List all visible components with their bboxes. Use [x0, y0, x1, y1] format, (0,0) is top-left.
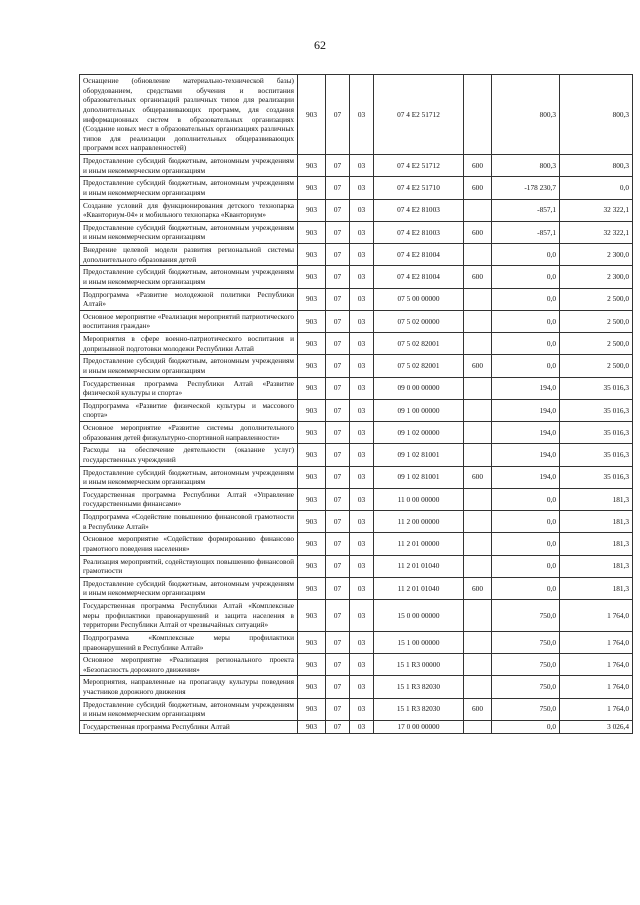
expense-type-cell: 600 [464, 466, 492, 488]
table-row [80, 199, 633, 221]
expense-type-cell: 600 [464, 577, 492, 599]
amount-total-cell: 800,3 [560, 75, 633, 155]
target-article-cell: 09 1 02 00000 [374, 422, 464, 444]
table-row [80, 244, 633, 266]
expense-type-cell [464, 488, 492, 510]
table-row [80, 422, 633, 444]
table-row [80, 511, 633, 533]
amount-total-cell: 2 300,0 [560, 244, 633, 266]
expense-type-cell [464, 720, 492, 733]
amount-total-cell: 1 764,0 [560, 631, 633, 653]
section-code-cell: 07 [326, 600, 350, 632]
amount-total-cell: 35 016,3 [560, 399, 633, 421]
amount-total-cell: 1 764,0 [560, 698, 633, 720]
amount-change-cell: 0,0 [492, 511, 560, 533]
item-name-cell: Основное мероприятие «Реализация регионального проекта «Безопасность дорожного движения» [80, 654, 298, 676]
target-article-cell: 17 0 00 00000 [374, 720, 464, 733]
amount-total-cell: 2 500,0 [560, 288, 633, 310]
target-article-cell: 09 0 00 00000 [374, 377, 464, 399]
expense-type-cell: 600 [464, 177, 492, 199]
item-name-cell: Подпрограмма «Развитие молодежной политики Республики Алтай» [80, 288, 298, 310]
subsection-code-cell: 03 [350, 288, 374, 310]
expense-type-cell [464, 333, 492, 355]
table-row [80, 676, 633, 698]
subsection-code-cell: 03 [350, 533, 374, 555]
table-row [80, 533, 633, 555]
amount-total-cell: 181,3 [560, 511, 633, 533]
target-article-cell: 07 4 E2 81004 [374, 266, 464, 288]
grbs-code-cell: 903 [298, 221, 326, 243]
item-name-cell: Предоставление субсидий бюджетным, автономным учреждениям и иным некоммерческим организациям [80, 466, 298, 488]
amount-change-cell: 0,0 [492, 310, 560, 332]
section-code-cell: 07 [326, 555, 350, 577]
section-code-cell: 07 [326, 533, 350, 555]
amount-change-cell: 194,0 [492, 444, 560, 466]
grbs-code-cell: 903 [298, 511, 326, 533]
table-row [80, 698, 633, 720]
subsection-code-cell: 03 [350, 266, 374, 288]
amount-total-cell: 35 016,3 [560, 466, 633, 488]
expense-type-cell [464, 422, 492, 444]
amount-total-cell: 35 016,3 [560, 422, 633, 444]
grbs-code-cell: 903 [298, 444, 326, 466]
amount-change-cell: 0,0 [492, 720, 560, 733]
amount-change-cell: 750,0 [492, 631, 560, 653]
amount-change-cell: 0,0 [492, 266, 560, 288]
amount-change-cell: 750,0 [492, 676, 560, 698]
target-article-cell: 07 4 E2 51710 [374, 177, 464, 199]
grbs-code-cell: 903 [298, 355, 326, 377]
table-row [80, 631, 633, 653]
expense-type-cell [464, 399, 492, 421]
subsection-code-cell: 03 [350, 355, 374, 377]
amount-change-cell: -857,1 [492, 221, 560, 243]
table-row [80, 355, 633, 377]
item-name-cell: Государственная программа Республики Алтай «Управление государственными финансами» [80, 488, 298, 510]
section-code-cell: 07 [326, 631, 350, 653]
target-article-cell: 15 1 R3 00000 [374, 654, 464, 676]
table-row [80, 75, 633, 155]
target-article-cell: 07 5 00 00000 [374, 288, 464, 310]
item-name-cell: Основное мероприятие «Развитие системы дополнительного образования детей физкультурно-спортивной направленности» [80, 422, 298, 444]
expense-type-cell: 600 [464, 266, 492, 288]
grbs-code-cell: 903 [298, 577, 326, 599]
target-article-cell: 11 2 01 01040 [374, 577, 464, 599]
grbs-code-cell: 903 [298, 676, 326, 698]
target-article-cell: 11 2 01 01040 [374, 555, 464, 577]
table-row [80, 577, 633, 599]
item-name-cell: Предоставление субсидий бюджетным, автономным учреждениям и иным некоммерческим организациям [80, 355, 298, 377]
section-code-cell: 07 [326, 488, 350, 510]
subsection-code-cell: 03 [350, 466, 374, 488]
subsection-code-cell: 03 [350, 177, 374, 199]
expense-type-cell [464, 555, 492, 577]
subsection-code-cell: 03 [350, 511, 374, 533]
grbs-code-cell: 903 [298, 377, 326, 399]
expense-type-cell [464, 511, 492, 533]
item-name-cell: Мероприятия в сфере военно-патриотического воспитания и допризывной подготовки молодежи Республики Алтай [80, 333, 298, 355]
section-code-cell: 07 [326, 288, 350, 310]
grbs-code-cell: 903 [298, 654, 326, 676]
amount-change-cell: 0,0 [492, 288, 560, 310]
table-row [80, 288, 633, 310]
target-article-cell: 15 1 R3 82030 [374, 676, 464, 698]
subsection-code-cell: 03 [350, 399, 374, 421]
expense-type-cell [464, 600, 492, 632]
table-row [80, 488, 633, 510]
subsection-code-cell: 03 [350, 555, 374, 577]
amount-total-cell: 181,3 [560, 488, 633, 510]
item-name-cell: Предоставление субсидий бюджетным, автономным учреждениям и иным некоммерческим организациям [80, 177, 298, 199]
item-name-cell: Предоставление субсидий бюджетным, автономным учреждениям и иным некоммерческим организациям [80, 698, 298, 720]
grbs-code-cell: 903 [298, 533, 326, 555]
expense-type-cell [464, 631, 492, 653]
target-article-cell: 07 4 E2 51712 [374, 75, 464, 155]
section-code-cell: 07 [326, 720, 350, 733]
amount-total-cell: 800,3 [560, 155, 633, 177]
item-name-cell: Государственная программа Республики Алтай «Комплексные меры профилактики правонарушений и защита населения в территории Республики Алтай от чрезвычайных ситуаций» [80, 600, 298, 632]
item-name-cell: Подпрограмма «Комплексные меры профилактики правонарушений в Республике Алтай» [80, 631, 298, 653]
subsection-code-cell: 03 [350, 155, 374, 177]
target-article-cell: 09 1 00 00000 [374, 399, 464, 421]
amount-change-cell: -178 230,7 [492, 177, 560, 199]
amount-change-cell: 0,0 [492, 244, 560, 266]
amount-total-cell: 3 026,4 [560, 720, 633, 733]
grbs-code-cell: 903 [298, 288, 326, 310]
table-row [80, 399, 633, 421]
table-row [80, 466, 633, 488]
target-article-cell: 07 5 02 00000 [374, 310, 464, 332]
expense-type-cell [464, 310, 492, 332]
section-code-cell: 07 [326, 75, 350, 155]
expense-type-cell [464, 199, 492, 221]
amount-change-cell: 194,0 [492, 466, 560, 488]
subsection-code-cell: 03 [350, 333, 374, 355]
item-name-cell: Государственная программа Республики Алтай [80, 720, 298, 733]
table-row [80, 600, 633, 632]
subsection-code-cell: 03 [350, 654, 374, 676]
subsection-code-cell: 03 [350, 600, 374, 632]
table-body [80, 75, 633, 734]
amount-total-cell: 2 500,0 [560, 310, 633, 332]
section-code-cell: 07 [326, 676, 350, 698]
expense-type-cell [464, 288, 492, 310]
amount-total-cell: 32 322,1 [560, 199, 633, 221]
expense-type-cell [464, 533, 492, 555]
table-row [80, 310, 633, 332]
grbs-code-cell: 903 [298, 399, 326, 421]
subsection-code-cell: 03 [350, 577, 374, 599]
subsection-code-cell: 03 [350, 199, 374, 221]
grbs-code-cell: 903 [298, 488, 326, 510]
target-article-cell: 07 4 E2 51712 [374, 155, 464, 177]
expense-type-cell [464, 377, 492, 399]
section-code-cell: 07 [326, 266, 350, 288]
amount-change-cell: 800,3 [492, 155, 560, 177]
amount-change-cell: 750,0 [492, 600, 560, 632]
table-row [80, 177, 633, 199]
table-row [80, 155, 633, 177]
table-row [80, 221, 633, 243]
subsection-code-cell: 03 [350, 377, 374, 399]
item-name-cell: Государственная программа Республики Алтай «Развитие физической культуры и спорта» [80, 377, 298, 399]
target-article-cell: 11 2 01 00000 [374, 533, 464, 555]
target-article-cell: 07 4 E2 81003 [374, 221, 464, 243]
grbs-code-cell: 903 [298, 266, 326, 288]
amount-total-cell: 181,3 [560, 533, 633, 555]
expense-type-cell [464, 75, 492, 155]
expense-type-cell: 600 [464, 698, 492, 720]
grbs-code-cell: 903 [298, 631, 326, 653]
table-row [80, 333, 633, 355]
amount-change-cell: 0,0 [492, 533, 560, 555]
table-row [80, 654, 633, 676]
page-number: 62 [314, 38, 326, 52]
item-name-cell: Оснащение (обновление материально-технической базы) оборудованием, средствами обучения и воспитания образовательных организаций различных типов для реализации дополнительных общеразвивающих программ, для создания информационных систем в образовательных организациях (Создание новых мест в образовательных организациях различных типов для реализации дополнительных общеразвивающих программ всех направленностей) [80, 75, 298, 155]
target-article-cell: 11 2 00 00000 [374, 511, 464, 533]
subsection-code-cell: 03 [350, 310, 374, 332]
grbs-code-cell: 903 [298, 466, 326, 488]
grbs-code-cell: 903 [298, 310, 326, 332]
item-name-cell: Предоставление субсидий бюджетным, автономным учреждениям и иным некоммерческим организациям [80, 266, 298, 288]
subsection-code-cell: 03 [350, 244, 374, 266]
section-code-cell: 07 [326, 577, 350, 599]
target-article-cell: 15 0 00 00000 [374, 600, 464, 632]
amount-change-cell: 0,0 [492, 577, 560, 599]
section-code-cell: 07 [326, 399, 350, 421]
item-name-cell: Предоставление субсидий бюджетным, автономным учреждениям и иным некоммерческим организациям [80, 577, 298, 599]
amount-total-cell: 1 764,0 [560, 654, 633, 676]
expense-type-cell: 600 [464, 155, 492, 177]
target-article-cell: 09 1 02 81001 [374, 466, 464, 488]
amount-change-cell: 0,0 [492, 355, 560, 377]
subsection-code-cell: 03 [350, 720, 374, 733]
item-name-cell: Создание условий для функционирования детского технопарка «Кванториум-04» и мобильного технопарка «Кванториум» [80, 199, 298, 221]
subsection-code-cell: 03 [350, 75, 374, 155]
grbs-code-cell: 903 [298, 698, 326, 720]
grbs-code-cell: 903 [298, 720, 326, 733]
subsection-code-cell: 03 [350, 444, 374, 466]
grbs-code-cell: 903 [298, 155, 326, 177]
subsection-code-cell: 03 [350, 422, 374, 444]
section-code-cell: 07 [326, 466, 350, 488]
amount-total-cell: 1 764,0 [560, 676, 633, 698]
grbs-code-cell: 903 [298, 75, 326, 155]
amount-change-cell: 0,0 [492, 333, 560, 355]
subsection-code-cell: 03 [350, 631, 374, 653]
subsection-code-cell: 03 [350, 698, 374, 720]
target-article-cell: 11 0 00 00000 [374, 488, 464, 510]
amount-change-cell: 750,0 [492, 654, 560, 676]
amount-change-cell: 194,0 [492, 377, 560, 399]
grbs-code-cell: 903 [298, 177, 326, 199]
expense-type-cell: 600 [464, 355, 492, 377]
expense-type-cell [464, 654, 492, 676]
item-name-cell: Реализация мероприятий, содействующих повышению финансовой грамотности [80, 555, 298, 577]
section-code-cell: 07 [326, 654, 350, 676]
item-name-cell: Мероприятия, направленные на пропаганду культуры поведения участников дорожного движения [80, 676, 298, 698]
amount-change-cell: -857,1 [492, 199, 560, 221]
item-name-cell: Основное мероприятие «Реализация мероприятий патриотического воспитания граждан» [80, 310, 298, 332]
item-name-cell: Внедрение целевой модели развития региональной системы дополнительного образования детей [80, 244, 298, 266]
amount-total-cell: 181,3 [560, 577, 633, 599]
amount-change-cell: 0,0 [492, 488, 560, 510]
section-code-cell: 07 [326, 444, 350, 466]
expense-type-cell [464, 244, 492, 266]
target-article-cell: 15 1 R3 82030 [374, 698, 464, 720]
amount-change-cell: 0,0 [492, 555, 560, 577]
grbs-code-cell: 903 [298, 422, 326, 444]
section-code-cell: 07 [326, 698, 350, 720]
amount-change-cell: 194,0 [492, 399, 560, 421]
section-code-cell: 07 [326, 511, 350, 533]
amount-total-cell: 35 016,3 [560, 444, 633, 466]
section-code-cell: 07 [326, 221, 350, 243]
budget-table [79, 74, 633, 734]
target-article-cell: 07 5 02 82001 [374, 333, 464, 355]
table-row [80, 555, 633, 577]
amount-total-cell: 2 500,0 [560, 333, 633, 355]
grbs-code-cell: 903 [298, 244, 326, 266]
amount-total-cell: 2 500,0 [560, 355, 633, 377]
target-article-cell: 09 1 02 81001 [374, 444, 464, 466]
item-name-cell: Предоставление субсидий бюджетным, автономным учреждениям и иным некоммерческим организациям [80, 155, 298, 177]
section-code-cell: 07 [326, 355, 350, 377]
section-code-cell: 07 [326, 244, 350, 266]
target-article-cell: 07 4 E2 81003 [374, 199, 464, 221]
amount-total-cell: 1 764,0 [560, 600, 633, 632]
subsection-code-cell: 03 [350, 488, 374, 510]
section-code-cell: 07 [326, 422, 350, 444]
item-name-cell: Расходы на обеспечение деятельности (оказание услуг) государственных учреждений [80, 444, 298, 466]
section-code-cell: 07 [326, 155, 350, 177]
item-name-cell: Подпрограмма «Содействие повышению финансовой грамотности в Республике Алтай» [80, 511, 298, 533]
subsection-code-cell: 03 [350, 676, 374, 698]
section-code-cell: 07 [326, 310, 350, 332]
amount-total-cell: 35 016,3 [560, 377, 633, 399]
table-row [80, 266, 633, 288]
section-code-cell: 07 [326, 333, 350, 355]
section-code-cell: 07 [326, 177, 350, 199]
grbs-code-cell: 903 [298, 555, 326, 577]
expense-type-cell [464, 444, 492, 466]
amount-total-cell: 2 300,0 [560, 266, 633, 288]
table-row [80, 720, 633, 733]
grbs-code-cell: 903 [298, 199, 326, 221]
section-code-cell: 07 [326, 199, 350, 221]
grbs-code-cell: 903 [298, 333, 326, 355]
amount-change-cell: 750,0 [492, 698, 560, 720]
target-article-cell: 07 5 02 82001 [374, 355, 464, 377]
amount-change-cell: 194,0 [492, 422, 560, 444]
table-row [80, 377, 633, 399]
grbs-code-cell: 903 [298, 600, 326, 632]
item-name-cell: Основное мероприятие «Содействие формированию финансово грамотного поведения населения» [80, 533, 298, 555]
subsection-code-cell: 03 [350, 221, 374, 243]
target-article-cell: 07 4 E2 81004 [374, 244, 464, 266]
target-article-cell: 15 1 00 00000 [374, 631, 464, 653]
expense-type-cell [464, 676, 492, 698]
amount-change-cell: 800,3 [492, 75, 560, 155]
amount-total-cell: 0,0 [560, 177, 633, 199]
expense-type-cell: 600 [464, 221, 492, 243]
amount-total-cell: 32 322,1 [560, 221, 633, 243]
section-code-cell: 07 [326, 377, 350, 399]
item-name-cell: Подпрограмма «Развитие физической культуры и массового спорта» [80, 399, 298, 421]
amount-total-cell: 181,3 [560, 555, 633, 577]
item-name-cell: Предоставление субсидий бюджетным, автономным учреждениям и иным некоммерческим организациям [80, 221, 298, 243]
table-row [80, 444, 633, 466]
